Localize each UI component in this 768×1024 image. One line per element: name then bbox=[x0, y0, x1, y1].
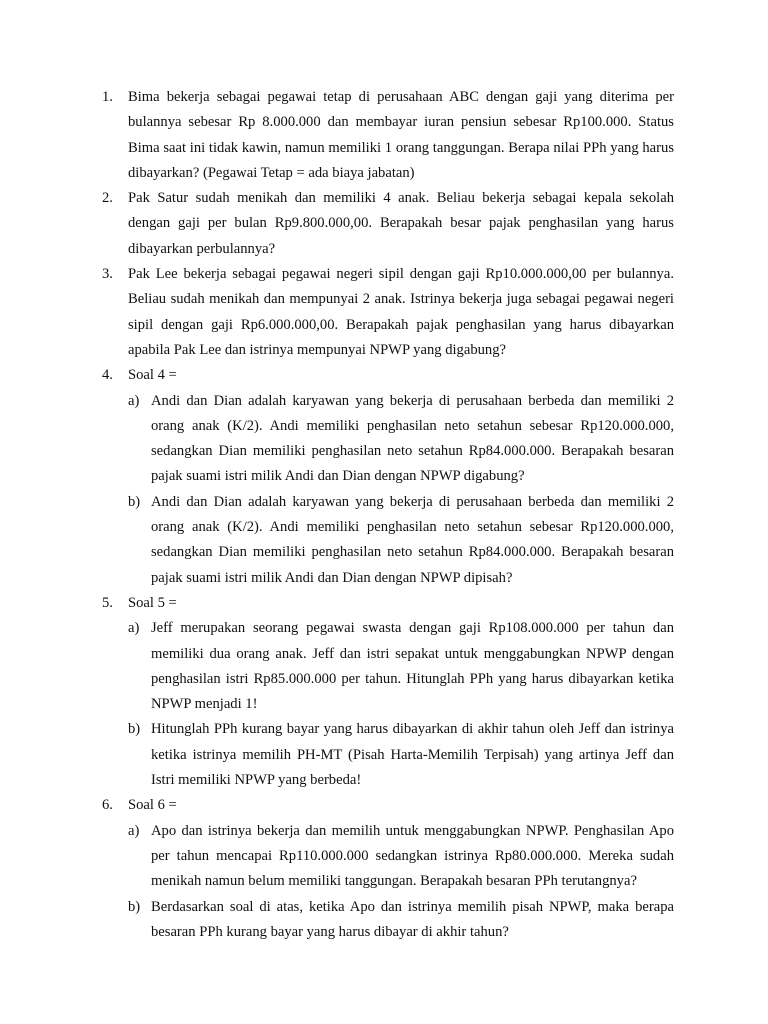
sub-question-label: b) bbox=[128, 721, 141, 738]
sub-question-text: Apo dan istrinya bekerja dan memilih untuk menggabungkan NPWP. Penghasilan Apo per tahun mencapai Rp110.000.000 sedangkan istrinya Rp80.000.000. Mereka sudah menikah namun belum memiliki tanggungan. Berapakah besaran PPh terutangnya? bbox=[151, 822, 674, 890]
question-number: 5. bbox=[102, 594, 113, 611]
question-item-6 bbox=[102, 793, 674, 818]
sub-question-text: Jeff merupakan seorang pegawai swasta dengan gaji Rp108.000.000 per tahun dan memiliki dua orang anak. Jeff dan istri sepakat untuk menggabungkan NPWP dengan penghasilan istri Rp85.000.000 per tahun. Hitunglah PPh yang harus dibayarkan ketika NPWP menjadi 1! bbox=[151, 620, 674, 713]
sub-question-text: Hitunglah PPh kurang bayar yang harus dibayarkan di akhir tahun oleh Jeff dan istrinya ketika istrinya memilih PH-MT (Pisah Harta-Memilih Terpisah) yang artinya Jeff dan Istri memiliki NPWP yang berbeda! bbox=[151, 721, 674, 789]
sub-question-label: a) bbox=[128, 392, 140, 409]
sub-question-5b bbox=[102, 717, 674, 793]
sub-question-6a bbox=[102, 819, 674, 895]
question-item-1 bbox=[102, 85, 674, 186]
question-text: Soal 4 = bbox=[128, 367, 177, 384]
question-number: 4. bbox=[102, 367, 113, 384]
sub-question-label: b) bbox=[128, 493, 141, 510]
question-number: 3. bbox=[102, 266, 113, 283]
question-item-4 bbox=[102, 363, 674, 388]
sub-question-text: Andi dan Dian adalah karyawan yang bekerja di perusahaan berbeda dan memiliki 2 orang anak (K/2). Andi memiliki penghasilan neto setahun sebesar Rp120.000.000, sedangkan Dian memiliki penghasilan neto setahun Rp84.000.000. Berapakah besaran pajak suami istri milik Andi dan Dian dengan NPWP digabung? bbox=[151, 392, 674, 485]
sub-question-6b bbox=[102, 895, 674, 946]
sub-question-text: Berdasarkan soal di atas, ketika Apo dan istrinya memilih pisah NPWP, maka berapa besaran PPh kurang bayar yang harus dibayar di akhir tahun? bbox=[151, 898, 674, 940]
question-list bbox=[102, 85, 674, 945]
question-text: Pak Lee bekerja sebagai pegawai negeri sipil dengan gaji Rp10.000.000,00 per bulannya. Beliau sudah menikah dan mempunyai 2 anak. Istrinya bekerja juga sebagai pegawai negeri sipil dengan gaji Rp6.000.000,00. Berapakah pajak penghasilan yang harus dibayarkan apabila Pak Lee dan istrinya mempunyai NPWP yang digabung? bbox=[128, 266, 674, 358]
sub-question-label: a) bbox=[128, 822, 140, 839]
question-item-3 bbox=[102, 262, 674, 363]
question-text: Soal 5 = bbox=[128, 594, 177, 611]
question-number: 6. bbox=[102, 797, 113, 814]
sub-question-4b bbox=[102, 490, 674, 591]
question-item-5 bbox=[102, 591, 674, 616]
sub-question-4a bbox=[102, 389, 674, 490]
sub-question-label: b) bbox=[128, 898, 141, 915]
question-text: Bima bekerja sebagai pegawai tetap di perusahaan ABC dengan gaji yang diterima per bulannya sebesar Rp 8.000.000 dan membayar iuran pensiun sebesar Rp100.000. Status Bima saat ini tidak kawin, namun memiliki 1 orang tanggungan. Berapa nilai PPh yang harus dibayarkan? (Pegawai Tetap = ada biaya jabatan) bbox=[128, 89, 674, 181]
sub-question-5a bbox=[102, 616, 674, 717]
question-item-2 bbox=[102, 186, 674, 262]
question-number: 2. bbox=[102, 190, 113, 207]
sub-question-text: Andi dan Dian adalah karyawan yang bekerja di perusahaan berbeda dan memiliki 2 orang anak (K/2). Andi memiliki penghasilan neto setahun sebesar Rp120.000.000, sedangkan Dian memiliki penghasilan neto setahun Rp84.000.000. Berapakah besaran pajak suami istri milik Andi dan Dian dengan NPWP dipisah? bbox=[151, 493, 674, 586]
sub-question-label: a) bbox=[128, 620, 140, 637]
question-number: 1. bbox=[102, 89, 113, 105]
question-text: Soal 6 = bbox=[128, 797, 177, 814]
question-text: Pak Satur sudah menikah dan memiliki 4 anak. Beliau bekerja sebagai kepala sekolah dengan gaji per bulan Rp9.800.000,00. Berapakah besar pajak penghasilan yang harus dibayarkan perbulannya? bbox=[128, 190, 674, 257]
